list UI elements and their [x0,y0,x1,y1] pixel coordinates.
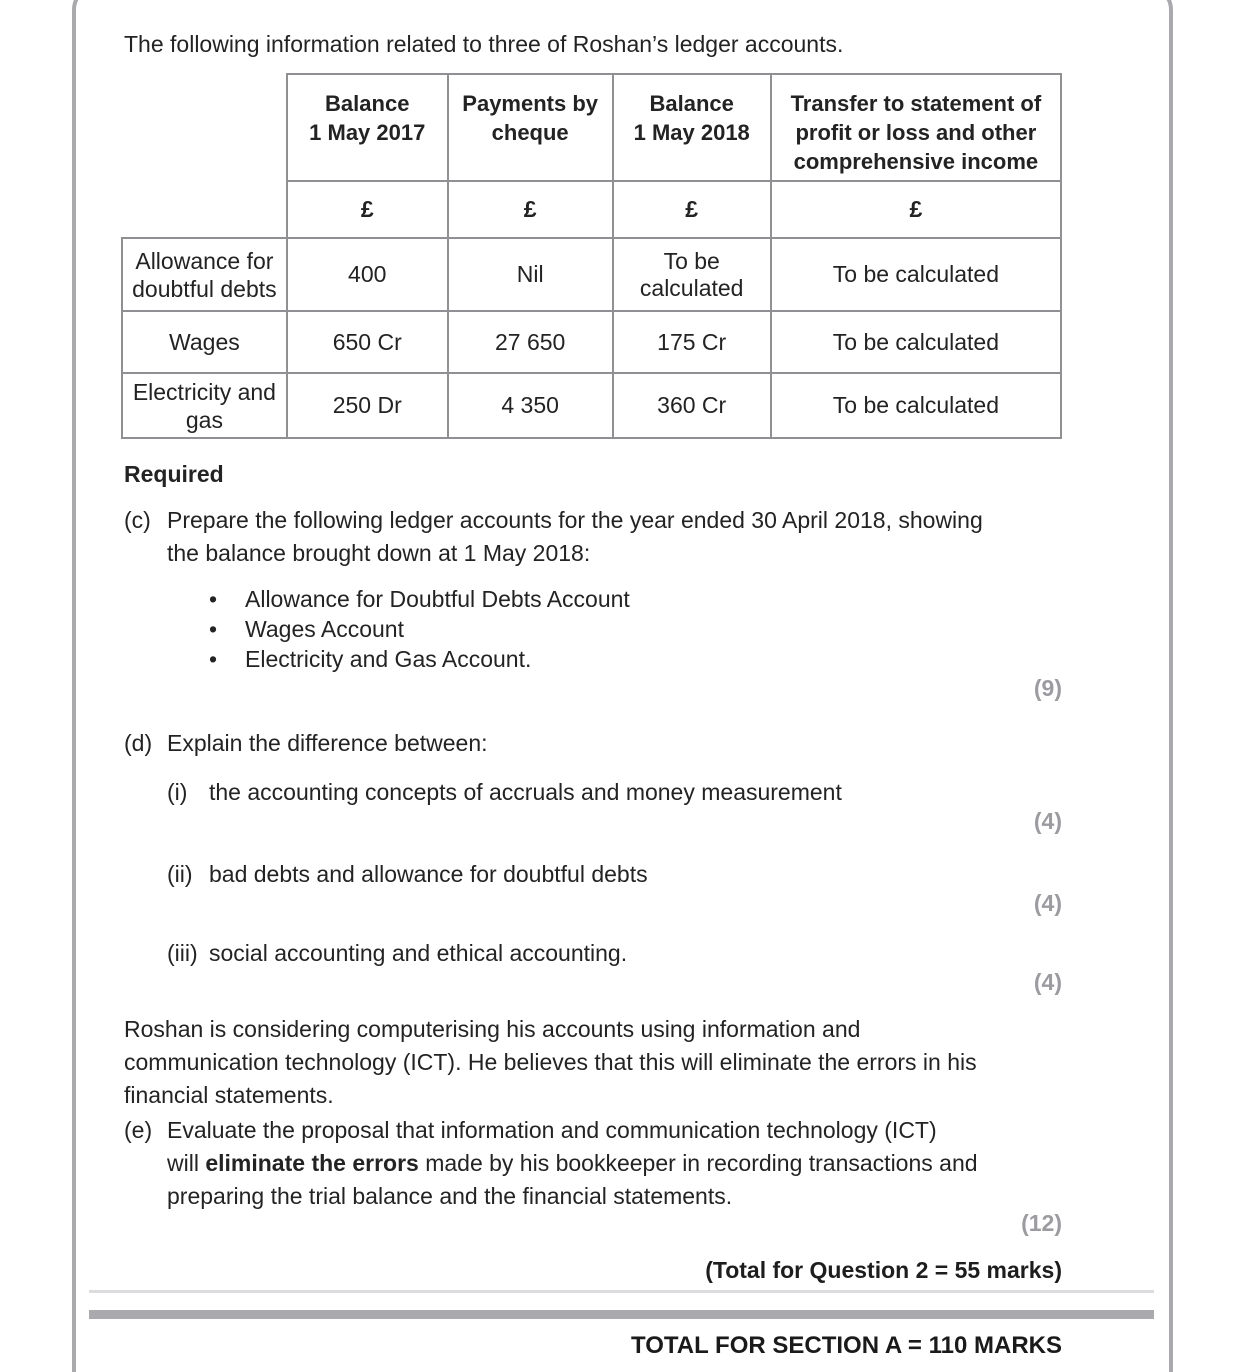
row-label: Allowance for doubtful debts [122,238,287,311]
cell-value: To be calculated [771,238,1061,311]
bullet-icon: • [209,646,218,672]
table-currency-row [122,181,1061,238]
row-label: Electricity and gas [122,373,287,438]
table-row-electricity [122,373,1061,438]
required-heading: Required [124,461,224,487]
cell-value: 400 [287,238,448,311]
item-text: bad debts and allowance for doubtful debts [209,861,648,887]
cell-value: To be calculated [771,311,1061,373]
question-d-marker: (d) [124,730,153,756]
cell-value: 650 Cr [287,311,448,373]
list-item [209,644,1062,674]
table-header-row [122,74,1061,181]
list-item [209,584,1062,614]
header-line: Balance [649,91,734,116]
divider-thin [89,1290,1154,1293]
marks-badge: (9) [1033,675,1062,701]
text-line: the balance brought down at 1 May 2018: [167,540,591,566]
header-line: Transfer to statement of [790,91,1042,116]
question-d-text: Explain the difference between: [167,730,488,756]
text-segment: made by his bookkeeper in recording transactions and [418,1150,978,1176]
ict-paragraph [124,1013,1062,1112]
col-header-balance-2017 [287,74,448,181]
page-content [76,0,1169,1362]
table-row-allowance [122,238,1061,311]
header-line: cheque [491,120,569,145]
text-line [167,1147,978,1180]
cell-value: 27 650 [448,311,613,373]
row-label: Wages [122,311,287,373]
header-line: Payments by [462,91,599,116]
bullet-text: Electricity and Gas Account. [245,646,532,672]
cell-value: 360 Cr [613,373,771,438]
cell-value: To be calculated [771,373,1061,438]
currency-cell: £ [613,181,771,238]
text-line: preparing the trial balance and the financial statements. [167,1183,733,1209]
table-row-wages [122,311,1061,373]
question-c-text [167,504,983,570]
question-c [124,504,1062,570]
account-bullet-list [209,584,1062,674]
header-line: Balance [325,91,410,116]
text-line: Evaluate the proposal that information and communication technology (ICT) [167,1117,937,1143]
question-e-text [167,1114,978,1213]
question-d [124,727,1062,760]
cell-value: 250 Dr [287,373,448,438]
marks-badge: (4) [1033,969,1062,995]
question-e-marker: (e) [124,1117,153,1143]
currency-cell: £ [448,181,613,238]
table-corner-blank [122,74,287,181]
currency-cell: £ [771,181,1061,238]
text-line: Prepare the following ledger accounts for the year ended 30 April 2018, showing [167,507,983,533]
item-text: the accounting concepts of accruals and money measurement [209,779,842,805]
intro-text: The following information related to three of Roshan’s ledger accounts. [124,31,844,57]
ledger-info-table [121,73,1062,439]
col-header-balance-2018 [613,74,771,181]
marks-badge: (4) [1033,808,1062,834]
exam-page-frame [72,0,1173,1372]
text-segment: will [167,1150,206,1176]
cell-value: 4 350 [448,373,613,438]
header-line: 1 May 2017 [309,120,426,145]
currency-cell: £ [287,181,448,238]
marks-badge: (12) [1021,1210,1062,1236]
question-e [124,1114,1062,1213]
bullet-text: Allowance for Doubtful Debts Account [245,586,630,612]
divider-thick [89,1310,1154,1319]
table-corner-blank [122,181,287,238]
bold-text-segment: eliminate the errors [205,1150,419,1176]
question-c-marker: (c) [124,507,151,533]
bullet-icon: • [209,616,218,642]
marks-badge: (4) [1033,890,1062,916]
header-line: profit or loss and other [795,120,1037,145]
cell-value: Nil [448,238,613,311]
item-marker: (i) [167,779,188,805]
bullet-icon: • [209,586,218,612]
text-line: financial statements. [124,1082,334,1108]
header-line: comprehensive income [793,149,1039,174]
text-line: communication technology (ICT). He believes that this will eliminate the errors in his [124,1049,977,1075]
bullet-text: Wages Account [245,616,404,642]
list-item [209,614,1062,644]
item-text: social accounting and ethical accounting. [209,940,628,966]
item-marker: (ii) [167,861,193,887]
question-total: (Total for Question 2 = 55 marks) [705,1257,1062,1283]
item-marker: (iii) [167,940,198,966]
col-header-payments [448,74,613,181]
cell-value: To be calculated [613,238,771,311]
cell-value: 175 Cr [613,311,771,373]
header-line: 1 May 2018 [633,120,750,145]
section-total: TOTAL FOR SECTION A = 110 MARKS [631,1332,1062,1359]
text-line: Roshan is considering computerising his accounts using information and [124,1016,861,1042]
col-header-transfer [771,74,1061,181]
